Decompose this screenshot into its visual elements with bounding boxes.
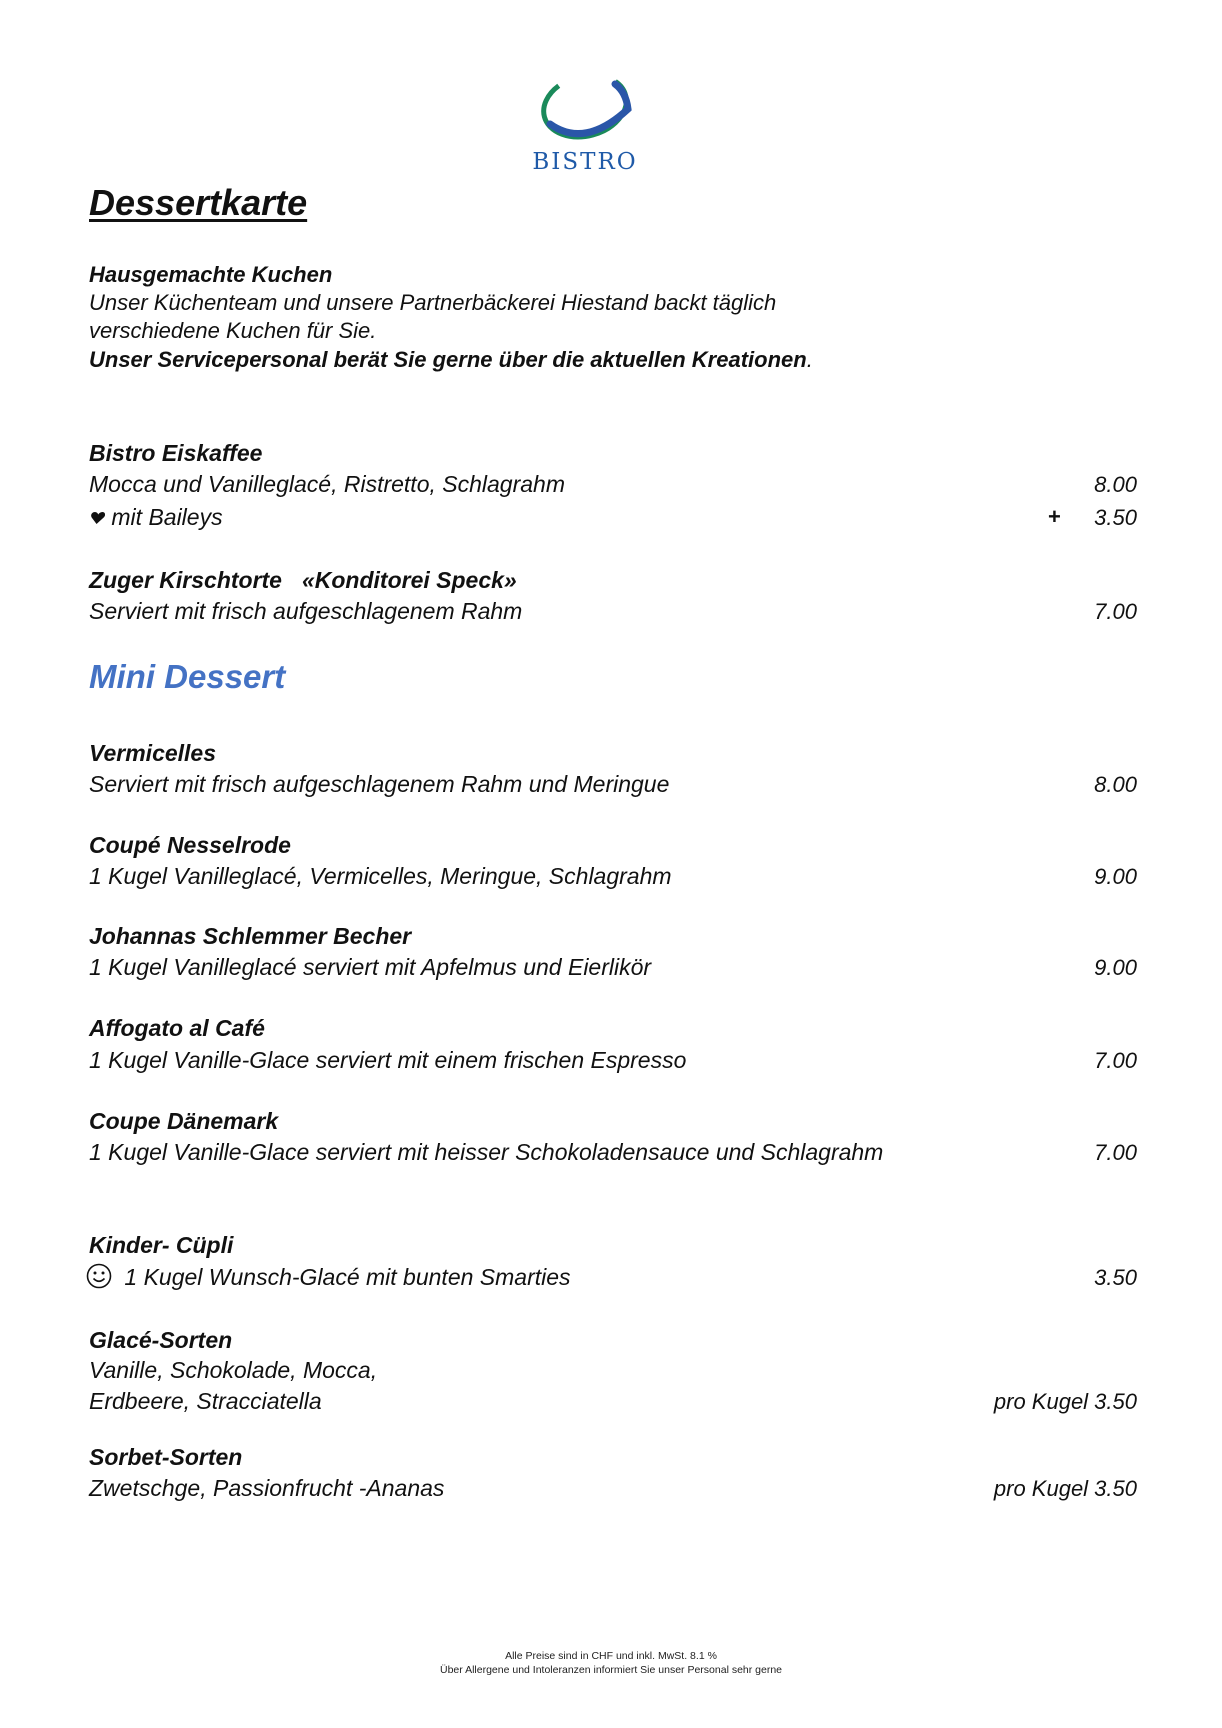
item-desc: Serviert mit frisch aufgeschlagenem Rahm und Meringue [89, 771, 670, 797]
addon-label: mit Baileys [111, 504, 223, 530]
item-desc-kinder-cuepli [86, 1263, 571, 1295]
item-desc-kirschtorte: Serviert mit frisch aufgeschlagenem Rahm [89, 598, 523, 624]
item-desc-glace-line-1: Vanille, Schokolade, Mocca, [89, 1357, 378, 1383]
item-price-kinder-cuepli: 3.50 [1094, 1265, 1137, 1290]
intro-line-1: Unser Küchenteam und unsere Partnerbäckerei Hiestand backt täglich [89, 290, 777, 315]
logo-ring-icon [530, 64, 640, 149]
item-price-kirschtorte: 7.00 [1094, 599, 1137, 624]
logo-text: BISTRO [532, 149, 638, 175]
intro-line-3-bold: Unser Servicepersonal berät Sie gerne über die aktuellen Kreationen [89, 347, 807, 372]
item-desc: 1 Kugel Vanilleglacé serviert mit Apfelmus und Eierlikör [89, 954, 652, 980]
addon-baileys [89, 504, 223, 532]
kirschtorte-name: Zuger Kirschtorte [89, 567, 282, 593]
item-desc-eiskaffee: Mocca und Vanilleglacé, Ristretto, Schlagrahm [89, 471, 565, 497]
item-price: 7.00 [1094, 1140, 1137, 1165]
item-name: Johannas Schlemmer Becher [89, 923, 412, 949]
item-name: Coupé Nesselrode [89, 832, 291, 858]
page-title: Dessertkarte [89, 182, 308, 223]
item-desc: 1 Kugel Vanille-Glace serviert mit einem frischen Espresso [89, 1047, 687, 1073]
intro-line-3 [89, 347, 813, 373]
bistro-logo [520, 64, 650, 179]
item-desc-glace-line-2: Erdbeere, Stracciatella [89, 1388, 322, 1414]
intro-heading: Hausgemachte Kuchen [89, 262, 333, 287]
item-price: 8.00 [1094, 772, 1137, 797]
intro-line-2: verschiedene Kuchen für Sie. [89, 318, 377, 343]
item-name-kirschtorte [89, 567, 517, 594]
smiley-icon [86, 1263, 112, 1295]
kinder-desc-text: 1 Kugel Wunsch-Glacé mit bunten Smarties [124, 1264, 571, 1291]
item-name-eiskaffee: Bistro Eiskaffee [89, 440, 263, 466]
footer-allergen-note: Über Allergene und Intoleranzen informiert Sie unser Personal sehr gerne [439, 1664, 783, 1676]
item-price: 7.00 [1094, 1048, 1137, 1073]
item-desc-sorbet-sorten: Zwetschge, Passionfrucht -Ananas [89, 1475, 445, 1501]
item-name: Coupe Dänemark [89, 1108, 279, 1134]
kirschtorte-supplier: «Konditorei Speck» [301, 567, 517, 593]
item-name: Affogato al Café [89, 1015, 265, 1041]
item-desc: 1 Kugel Vanilleglacé, Vermicelles, Meringue, Schlagrahm [89, 863, 672, 889]
addon-price: 3.50 [1094, 505, 1137, 530]
item-price-sorbet-sorten: pro Kugel 3.50 [993, 1476, 1137, 1501]
item-name-sorbet-sorten: Sorbet-Sorten [89, 1444, 243, 1470]
item-name: Vermicelles [89, 740, 217, 766]
section-heading-mini-dessert: Mini Dessert [89, 658, 286, 695]
item-price-glace-sorten: pro Kugel 3.50 [993, 1389, 1137, 1414]
item-desc: 1 Kugel Vanille-Glace serviert mit heisser Schokoladensauce und Schlagrahm [89, 1139, 884, 1165]
heart-icon [89, 505, 105, 532]
footer-vat-note: Alle Preise sind in CHF und inkl. MwSt. 8.1 % [505, 1650, 717, 1662]
item-name-glace-sorten: Glacé-Sorten [89, 1327, 233, 1353]
item-price: 9.00 [1094, 955, 1137, 980]
intro-line-3-end: . [806, 347, 813, 372]
item-price-eiskaffee: 8.00 [1094, 472, 1137, 497]
addon-plus-sign: + [1048, 504, 1061, 529]
item-name-kinder-cuepli: Kinder- Cüpli [89, 1232, 234, 1258]
item-price: 9.00 [1094, 864, 1137, 889]
